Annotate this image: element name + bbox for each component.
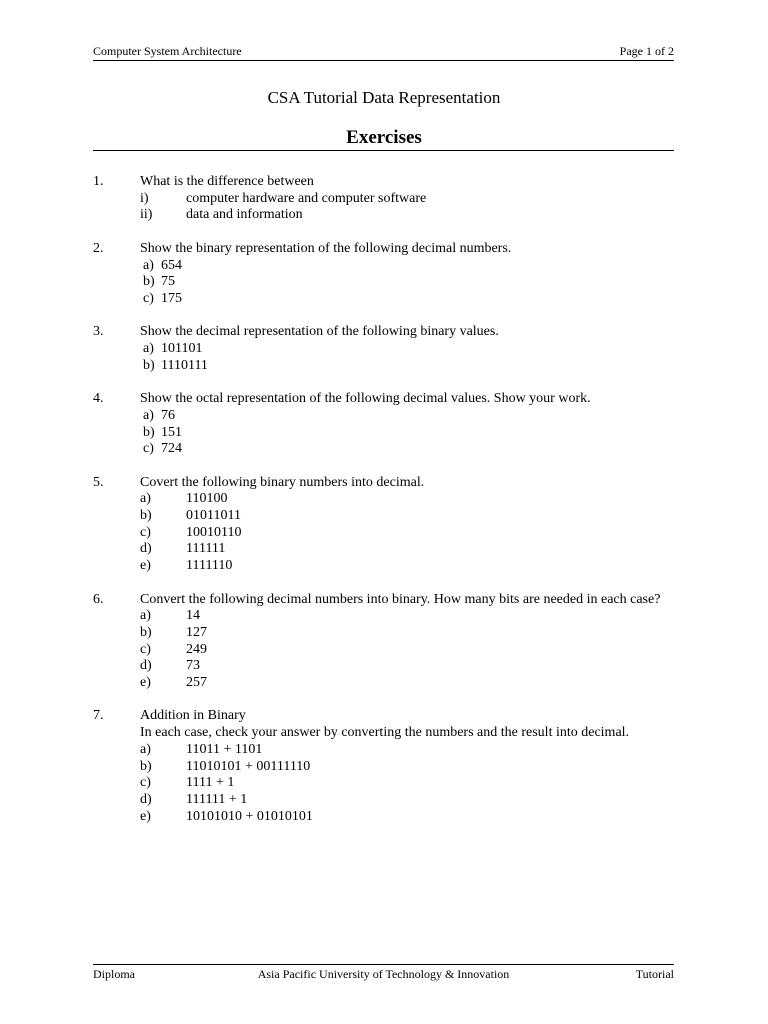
item-marker: ii) <box>140 207 153 223</box>
list-item <box>140 191 674 208</box>
item-value: 11011 + 1101 <box>186 741 263 757</box>
question-4 <box>93 391 674 458</box>
question-7 <box>93 708 674 825</box>
item-marker: b) <box>143 357 155 373</box>
item-marker: b) <box>143 424 155 440</box>
list-item <box>140 491 674 508</box>
question-number: 7. <box>93 708 104 724</box>
item-value: 76 <box>161 407 175 423</box>
item-value: 01011011 <box>186 508 241 523</box>
item-value: 111111 <box>186 541 226 557</box>
heading-divider <box>93 150 674 151</box>
item-value: 10101010 + 01010101 <box>186 808 313 824</box>
list-item <box>140 809 674 826</box>
item-marker: a) <box>140 491 151 507</box>
question-text: Show the decimal representation of the following binary values. <box>140 324 499 340</box>
question-number: 1. <box>93 174 104 189</box>
question-5 <box>93 475 674 575</box>
item-value: 10010110 <box>186 524 242 540</box>
list-item <box>140 742 674 759</box>
item-marker: a) <box>140 741 151 757</box>
item-value: 110100 <box>186 491 228 507</box>
question-text: Addition in Binary <box>140 708 246 724</box>
item-marker: b) <box>140 508 152 523</box>
question-number: 6. <box>93 591 104 607</box>
item-value: 1111 + 1 <box>186 775 235 791</box>
question-6 <box>93 592 674 692</box>
list-item <box>140 358 674 375</box>
document-title: CSA Tutorial Data Representation <box>267 88 501 107</box>
list-item <box>140 508 674 525</box>
item-marker: c) <box>140 641 151 657</box>
item-value: 257 <box>186 675 207 691</box>
question-number: 2. <box>93 240 104 256</box>
question-text: What is the difference between <box>140 174 314 189</box>
list-item <box>140 274 674 291</box>
item-value: 151 <box>161 424 182 440</box>
item-marker: b) <box>143 274 155 290</box>
item-marker: e) <box>140 558 151 574</box>
list-item <box>140 642 674 659</box>
footer-institution: Asia Pacific University of Technology & Innovation <box>257 967 510 981</box>
item-marker: a) <box>143 407 154 423</box>
item-marker: b) <box>140 624 152 640</box>
item-value: 175 <box>161 290 182 306</box>
question-2 <box>93 241 674 308</box>
item-value: data and information <box>186 207 303 223</box>
list-item <box>140 625 674 642</box>
question-instruction: In each case, check your answer by converting the numbers and the result into decimal. <box>140 725 630 741</box>
list-item <box>140 675 674 692</box>
question-text: Convert the following decimal numbers into binary. How many bits are needed in each case? <box>140 591 661 607</box>
list-item <box>140 341 674 358</box>
item-marker: e) <box>140 808 151 824</box>
item-marker: c) <box>140 524 151 540</box>
list-item <box>140 558 674 575</box>
item-value: 11010101 + 00111110 <box>186 758 311 774</box>
item-value: 1110111 <box>161 357 208 373</box>
question-number: 5. <box>93 474 104 490</box>
list-item <box>140 608 674 625</box>
question-1 <box>93 174 674 224</box>
list-item <box>140 408 674 425</box>
item-marker: d) <box>140 658 152 674</box>
item-value: 127 <box>186 624 207 640</box>
item-marker: d) <box>140 541 152 557</box>
item-value: 724 <box>161 441 182 457</box>
item-value: 111111 + 1 <box>186 791 248 807</box>
item-marker: c) <box>140 775 151 791</box>
question-number: 4. <box>93 391 104 407</box>
item-value: 1111110 <box>186 558 233 574</box>
header-course-title: Computer System Architecture <box>93 44 242 58</box>
item-marker: a) <box>143 341 154 356</box>
item-value: 14 <box>186 608 200 624</box>
list-item <box>140 441 674 458</box>
item-marker: e) <box>140 675 151 691</box>
item-value: computer hardware and computer software <box>186 190 427 206</box>
question-number: 3. <box>93 324 104 340</box>
question-text: Show the octal representation of the following decimal values. Show your work. <box>140 391 591 407</box>
exercise-list <box>93 174 674 842</box>
footer-doc-type: Tutorial <box>635 967 674 981</box>
section-heading: Exercises <box>346 127 422 148</box>
item-value: 73 <box>186 658 200 674</box>
list-item <box>140 207 674 224</box>
item-marker: c) <box>143 290 154 306</box>
list-item <box>140 759 674 776</box>
item-value: 75 <box>161 274 175 290</box>
item-marker: c) <box>143 441 154 457</box>
page-footer <box>93 964 674 983</box>
list-item <box>140 258 674 275</box>
list-item <box>140 658 674 675</box>
list-item <box>140 525 674 542</box>
question-text: Covert the following binary numbers into decimal. <box>140 474 425 490</box>
list-item <box>140 425 674 442</box>
item-marker: d) <box>140 791 152 807</box>
list-item <box>140 291 674 308</box>
item-value: 654 <box>161 257 182 273</box>
list-item <box>140 775 674 792</box>
item-marker: i) <box>140 190 149 206</box>
item-marker: b) <box>140 758 152 774</box>
item-value: 249 <box>186 641 207 657</box>
list-item <box>140 792 674 809</box>
page-header <box>93 44 674 61</box>
question-3 <box>93 324 674 374</box>
item-marker: a) <box>143 257 154 273</box>
question-text: Show the binary representation of the following decimal numbers. <box>140 240 512 256</box>
header-page-number: Page 1 of 2 <box>619 44 674 58</box>
item-value: 101101 <box>161 341 203 356</box>
footer-program: Diploma <box>93 967 135 981</box>
item-marker: a) <box>140 608 151 624</box>
list-item <box>140 541 674 558</box>
